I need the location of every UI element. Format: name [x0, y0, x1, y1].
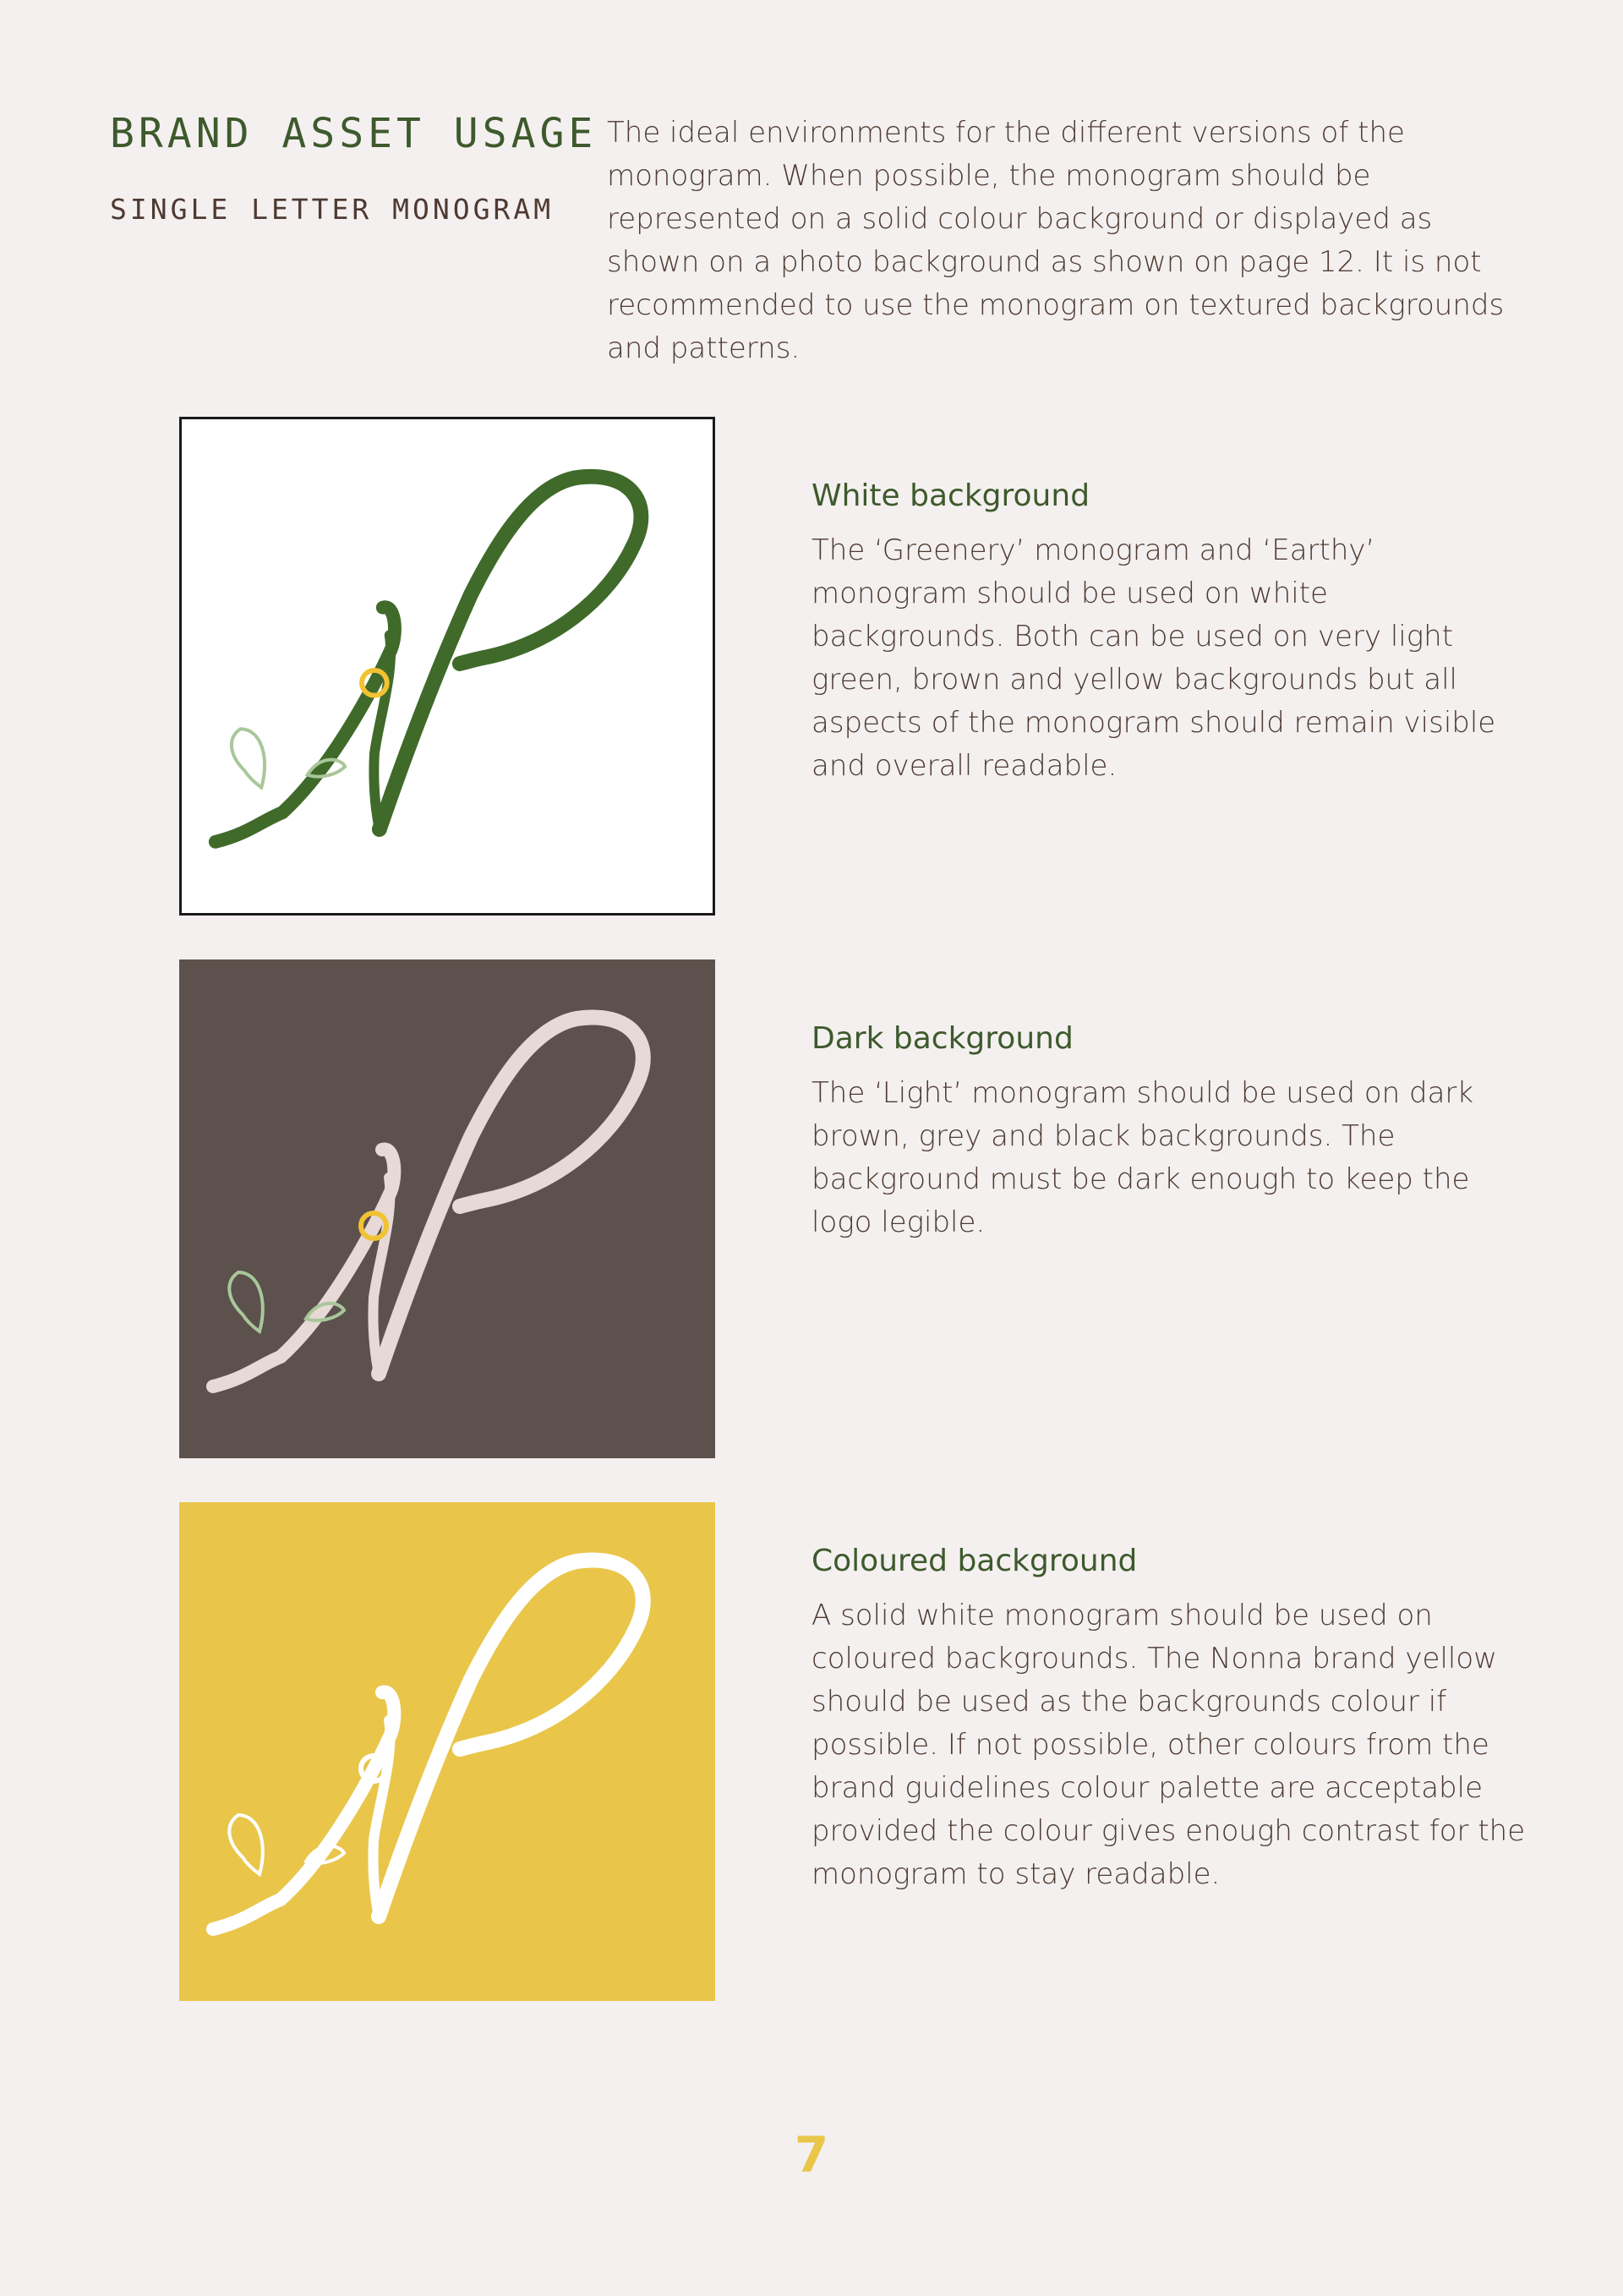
monogram-white-background-example: [179, 417, 715, 916]
monogram-white-icon: [179, 1502, 715, 2001]
section-heading-coloured: Coloured background: [812, 1544, 1138, 1578]
section-body-dark: The ‘Light’ monogram should be used on dark brown, grey and black backgrounds. The background must be dark enough to keep the logo legible.: [812, 1076, 1474, 1239]
section-body-white: The ‘Greenery’ monogram and ‘Earthy’ monogram should be used on white backgrounds. Both can be used on very light green, brown and yellow backgrounds but all aspects of the monogram should remain visible and overall readable.: [812, 533, 1496, 783]
monogram-coloured-background-example: [179, 1502, 715, 2001]
intro-paragraph: The ideal environments for the different versions of the monogram. When possible, the monogram should be represented on a solid colour background or displayed as shown on a photo background as shown on page 12. It is not recommended to use the monogram on textured backgrounds and patterns.: [607, 116, 1505, 365]
monogram-dark-background-example: [179, 959, 715, 1458]
page-title: BRAND ASSET USAGE: [110, 110, 598, 157]
page-number: 7: [794, 2126, 829, 2184]
monogram-greenery-icon: [182, 419, 713, 913]
section-heading-dark: Dark background: [812, 1021, 1074, 1056]
page-subtitle: SINGLE LETTER MONOGRAM: [110, 193, 555, 226]
section-body-coloured: A solid white monogram should be used on coloured backgrounds. The Nonna brand yellow should be used as the backgrounds colour if possible. If not possible, other colours from the brand guidelines colour palette are acceptable provided the colour gives enough contrast for the monogram to stay readable.: [812, 1599, 1526, 1891]
monogram-light-icon: [179, 959, 715, 1458]
section-heading-white: White background: [812, 478, 1090, 513]
